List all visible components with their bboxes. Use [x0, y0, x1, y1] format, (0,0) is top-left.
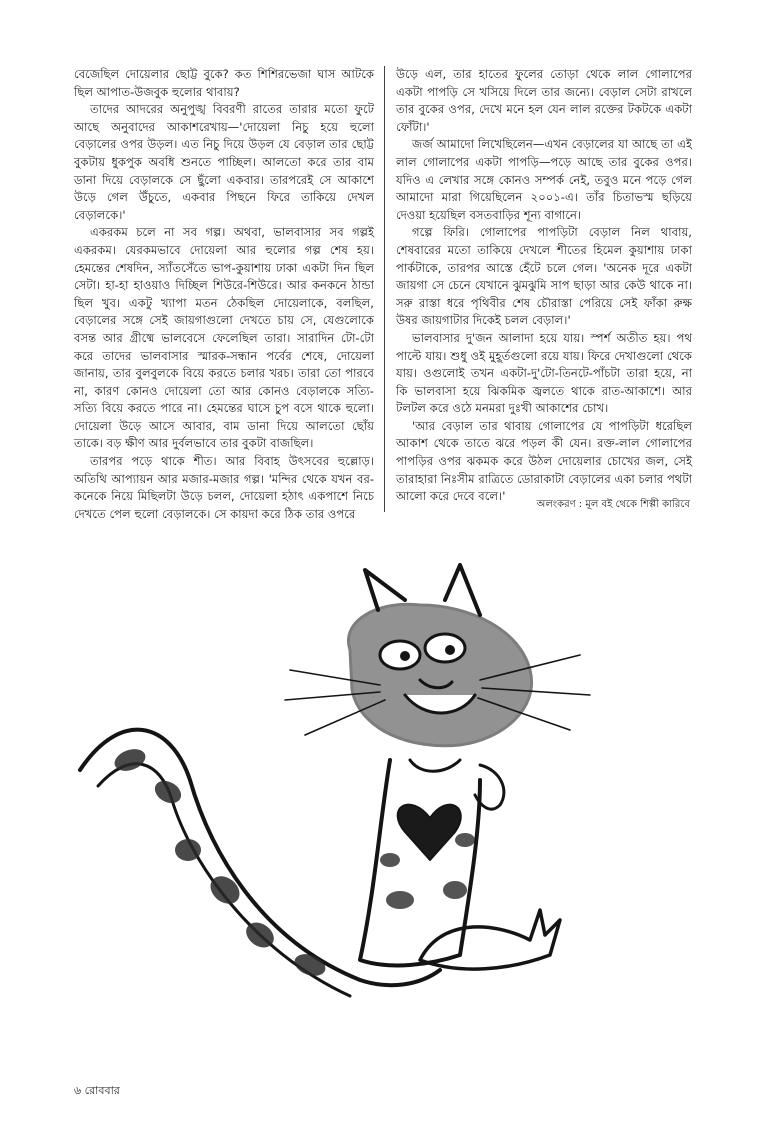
cat-body: [360, 760, 480, 965]
cat-eye: [425, 634, 465, 662]
page-number: ৬: [74, 1084, 82, 1097]
cat-illustration: [60, 560, 700, 1020]
paragraph: গল্পে ফিরি। গোলাপের পাপড়িটা বেড়াল নিল থাবায়, শেষবারের মতো তাকিয়ে দেখলে শীতের হিমেল কুয়াশায় ঢাকা পার্কটাকে, তারপর আস্তে হেঁটে চলে গেল। 'অনেক দূরে একটা জায়গা সে চেনে যেখানে ঝুমঝুমি সাপ ছাড়া আর কেউ থাকে না। সরু রাস্তা ধরে পৃথিবীর শেষ চৌরাস্তা পেরিয়ে সেই ফাঁকা রুক্ষ উষর জায়গাটার দিকেই চলল বেড়াল।': [396, 225, 692, 328]
paragraph: তাদের আদরের অনুপুঙ্খ বিবরণী রাতের তারার মতো ফুটে আছে অনুবাদের আকাশরেখায়—'দোয়েলা নিচু হয়ে হুলো বেড়ালের ওপর উড়ল। এত নিচু দিয়ে উড়ল যে বেড়াল তার ছোট্ট বুকটায় ধুকপুক অবধি শুনতে পাচ্ছিল। আলতো করে তার বাম ডানা দিয়ে বেড়ালকে সে ছুঁলো একবার। তারপরেই সে আকাশে উড়ে গেল উঁচুতে, একবার পিছনে ফিরে তাকিয়ে দেখল বেড়ালকে।': [74, 102, 374, 222]
paragraph: ভালবাসার দু'জন আলাদা হয়ে যায়। স্পর্শ অতীত হয়। পথ পাল্টে যায়। শুধু ওই মুহূর্তগুলো রয়ে যায়। ফিরে দেখাগুলো থেকে যায়। ওগুলোই তখন একটা-দু'টো-তিনটে-পাঁচটা তারা হয়ে, না কি ভালবাসা হয়ে ঝিকমিক জ্বলতে থাকে রাত-আকাশে। আর টলটল করে ওঠে মনমরা দুঃখী আকাশের চোখ।: [396, 330, 692, 416]
heart-mark: [398, 805, 461, 860]
column-divider: [384, 66, 385, 512]
paragraph: বেজেছিল দোয়েলার ছোট্ট বুকে? কত শিশিরভেজা ঘাস আটকে ছিল আপাত-উজবুক হুলোর থাবায়?: [74, 67, 374, 99]
paragraph: জর্জ আমাদো লিখেছিলেন—এখন বেড়ালের যা আছে তা এই লাল গোলাপের একটা পাপড়ি—পড়ে আছে তার বুকের ওপর। যদিও এ লেখার সঙ্গে কোনও সম্পর্ক নেই, তবুও মনে পড়ে গেল আমাদো মারা গিয়েছিলেন ২০০১-এ। তাঁর চিতাভস্ম ছড়িয়ে দেওয়া হয়েছিল বসতবাড়ির শূন্য বাগানে।: [396, 137, 692, 222]
cat-eye: [380, 641, 420, 669]
page-footer: [74, 1082, 120, 1101]
article-left-column: [74, 66, 374, 523]
paragraph: 'আর বেড়াল তার থাবায় গোলাপের যে পাপড়িটা ধরেছিল আকাশ থেকে তাতে ঝরে পড়ল কী যেন। রক্ত-লাল গোলাপের পাপড়ির ওপর ঝকমক করে উঠল দোয়েলার চোখের জল, সেই তারাহারা নিঃসীম রাত্রিতে ডোরাকাটা বেড়ালের একা চলার পথটা আলো করে দেবে বলে।': [396, 418, 692, 504]
cat-head: [348, 604, 531, 746]
paragraph: তারপর পড়ে থাকে শীত। আর বিবাহ উৎসবের হুল্লোড়। অতিথি আপ্যায়ন আর মজার-মজার গল্প। 'মন্দির থেকে যখন বর-কনেকে নিয়ে মিছিলটা উড়ে চলল, দোয়েলা হঠাৎ একপাশে নিচে দেখতে পেল হুলো বেড়ালকে। সে কায়দা করে ঠিক তার ওপরে: [74, 454, 374, 521]
publication-name: রোববার: [84, 1084, 120, 1097]
article-right-column: [396, 66, 692, 506]
paragraph: একরকম চলে না সব গল্প। অথবা, ভালবাসার সব গল্পই একরকম। যেরকমভাবে দোয়েলা আর হুলোর গল্প শেষ হয়। হেমন্তের শেষদিন, স্যাঁতসেঁতে ভাপ-কুয়াশায় ঢাকা একটা দিন ছিল সেটা। হা-হা হাওয়াও দিচ্ছিল শিউরে-শিউরে। আর কনকনে ঠান্ডা ছিল খুব। একটু খ্যাপা মতন ঠেকছিল দোয়েলাকে, বলছিল, বেড়ালের সঙ্গে সেই জায়গাগুলো দেখতে চায় সে, যেগুলোকে বসন্ত আর গ্রীষ্মে ভালবেসে ফেলেছিল তারা। সারাদিন টো-টো করে তাদের ভালবাসার স্মারক-সন্ধান পর্বের শেষে, দোয়েলা জানায়, তার বুলবুলকে বিয়ে করতে চলার খরচ। তারা তো পারবে না, কারণ কোনও দোয়েলা তো আর কোনও বেড়ালকে সত্যি-সত্যি বিয়ে করতে পারে না। হেমন্তের ঘাসে চুপ বসে থাকে হুলো। দোয়েলা উড়ে আসে আবার, বাম ডানা দিয়ে আলতো ছোঁয় তাকে। বড় ক্ষীণ আর দুর্বলভাবে তার বুকটা বাজছিল।: [74, 225, 374, 451]
illustration-credit: অলংকরণ : মূল বই থেকে শিল্পী কারিবে: [536, 499, 690, 510]
paragraph: উড়ে এল, তার হাতের ফুলের তোড়া থেকে লাল গোলাপের একটা পাপড়ি সে খসিয়ে দিলে তার জন্যে। বেড়াল সেটা রাখলে তার বুকের ওপর, দেখে মনে হল যেন লাল রক্তের টকটকে একটা ফোঁটা।': [396, 67, 692, 134]
